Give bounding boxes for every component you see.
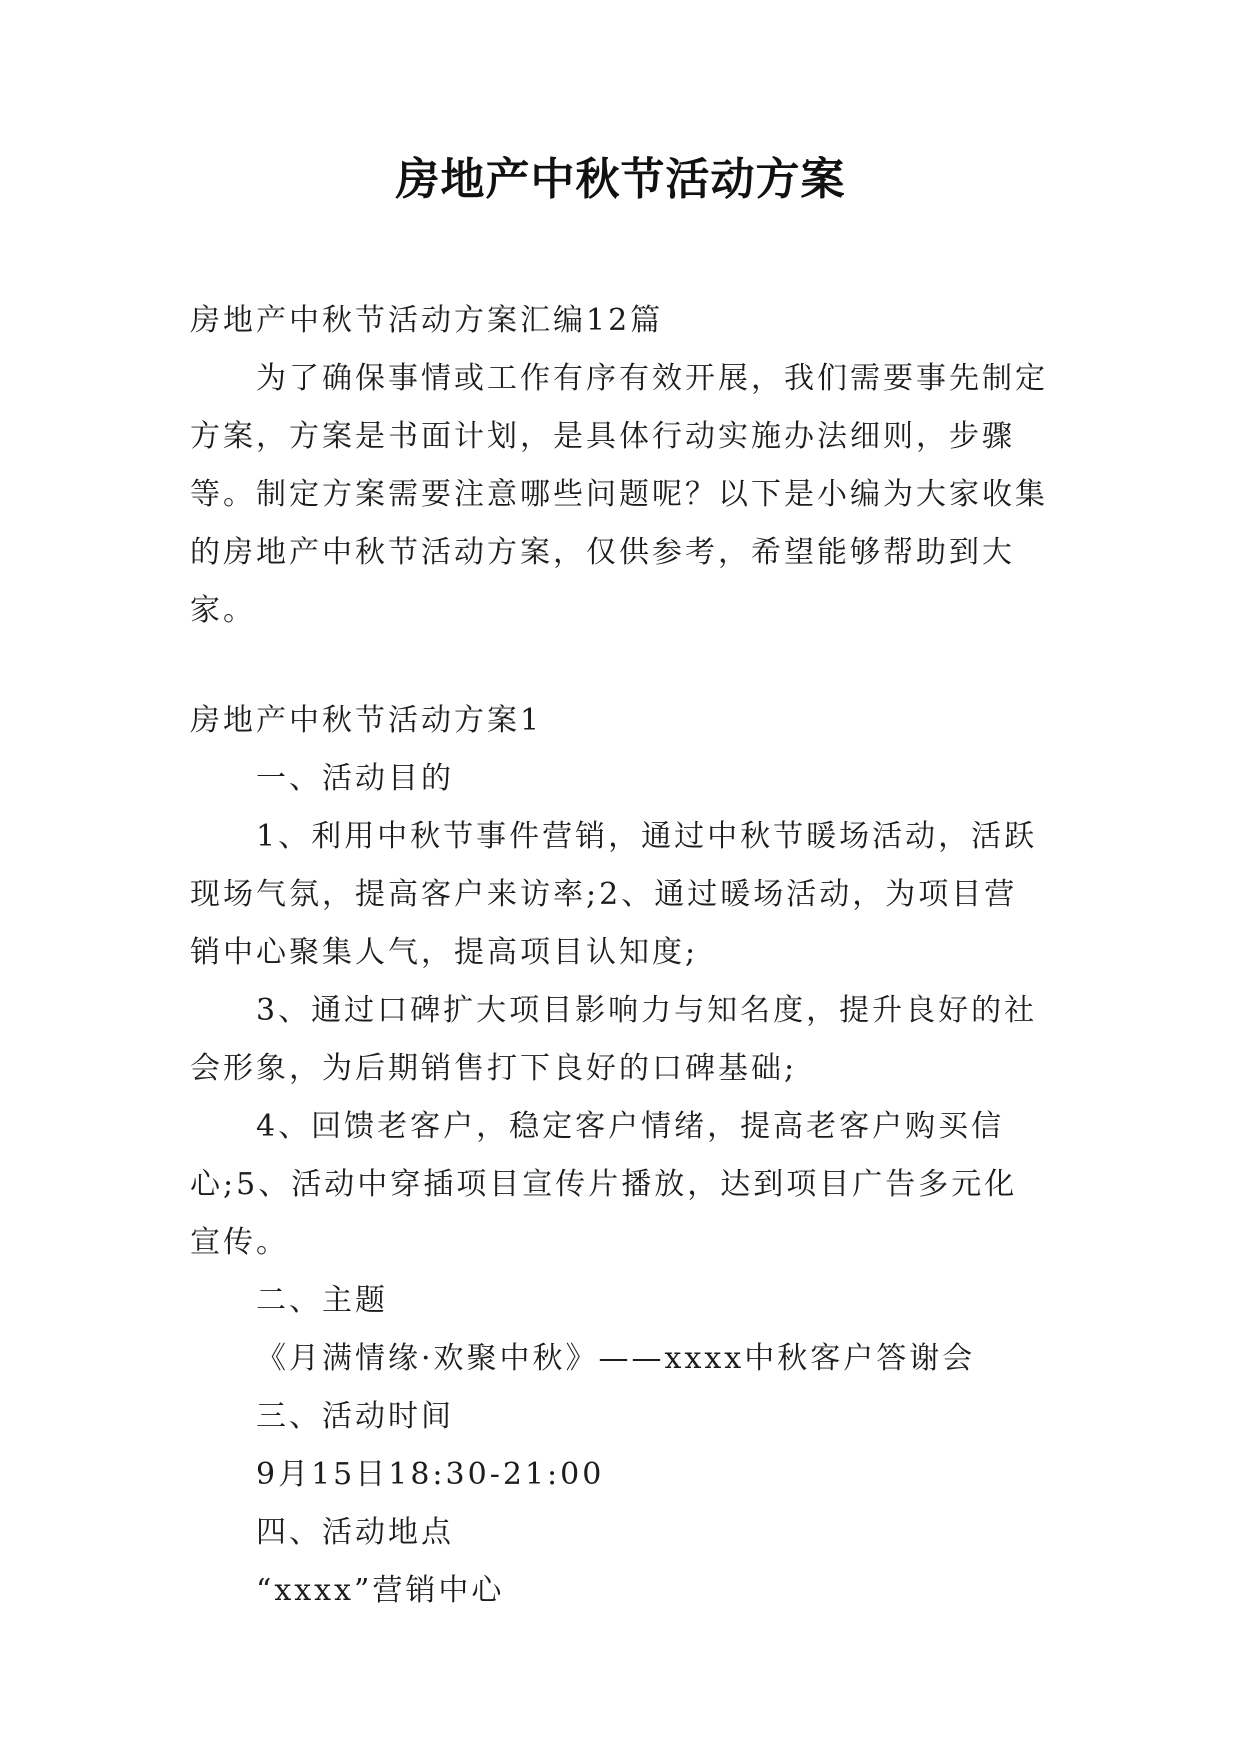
document-subtitle: 房地产中秋节活动方案汇编12篇: [190, 303, 664, 338]
paragraph-spacer: [190, 640, 1050, 692]
document-title: 房地产中秋节活动方案: [395, 154, 846, 205]
purpose-item-3: 3、通过口碑扩大项目影响力与知名度，提升良好的社会形象，为后期销售打下良好的口碑基础;: [190, 993, 1038, 1086]
heading-activity-purpose: 一、活动目的: [256, 761, 454, 796]
document-body: [190, 292, 1050, 1620]
heading-activity-time: 三、活动时间: [256, 1399, 454, 1434]
intro-paragraph: 为了确保事情或工作有序有效开展，我们需要事先制定方案，方案是书面计划，是具体行动实施办法细则，步骤等。制定方案需要注意哪些问题呢？以下是小编为大家收集的房地产中秋节活动方案，仅供参考，希望能够帮助到大家。: [190, 361, 1048, 628]
heading-activity-location: 四、活动地点: [256, 1515, 454, 1550]
activity-time-text: 9月15日18:30-21:00: [256, 1457, 605, 1492]
purpose-item-4-5: 4、回馈老客户，稳定客户情绪，提高老客户购买信心;5、活动中穿插项目宣传片播放，达到项目广告多元化宣传。: [190, 1109, 1018, 1260]
purpose-item-1-2: 1、利用中秋节事件营销，通过中秋节暖场活动，活跃现场气氛，提高客户来访率;2、通过暖场活动，为项目营销中心聚集人气，提高项目认知度;: [190, 819, 1038, 970]
activity-location-text: “xxxx”营销中心: [256, 1573, 505, 1608]
heading-theme: 二、主题: [256, 1283, 388, 1318]
theme-text: 《月满情缘·欢聚中秋》——xxxx中秋客户答谢会: [256, 1341, 976, 1376]
section-heading: 房地产中秋节活动方案1: [190, 703, 543, 738]
